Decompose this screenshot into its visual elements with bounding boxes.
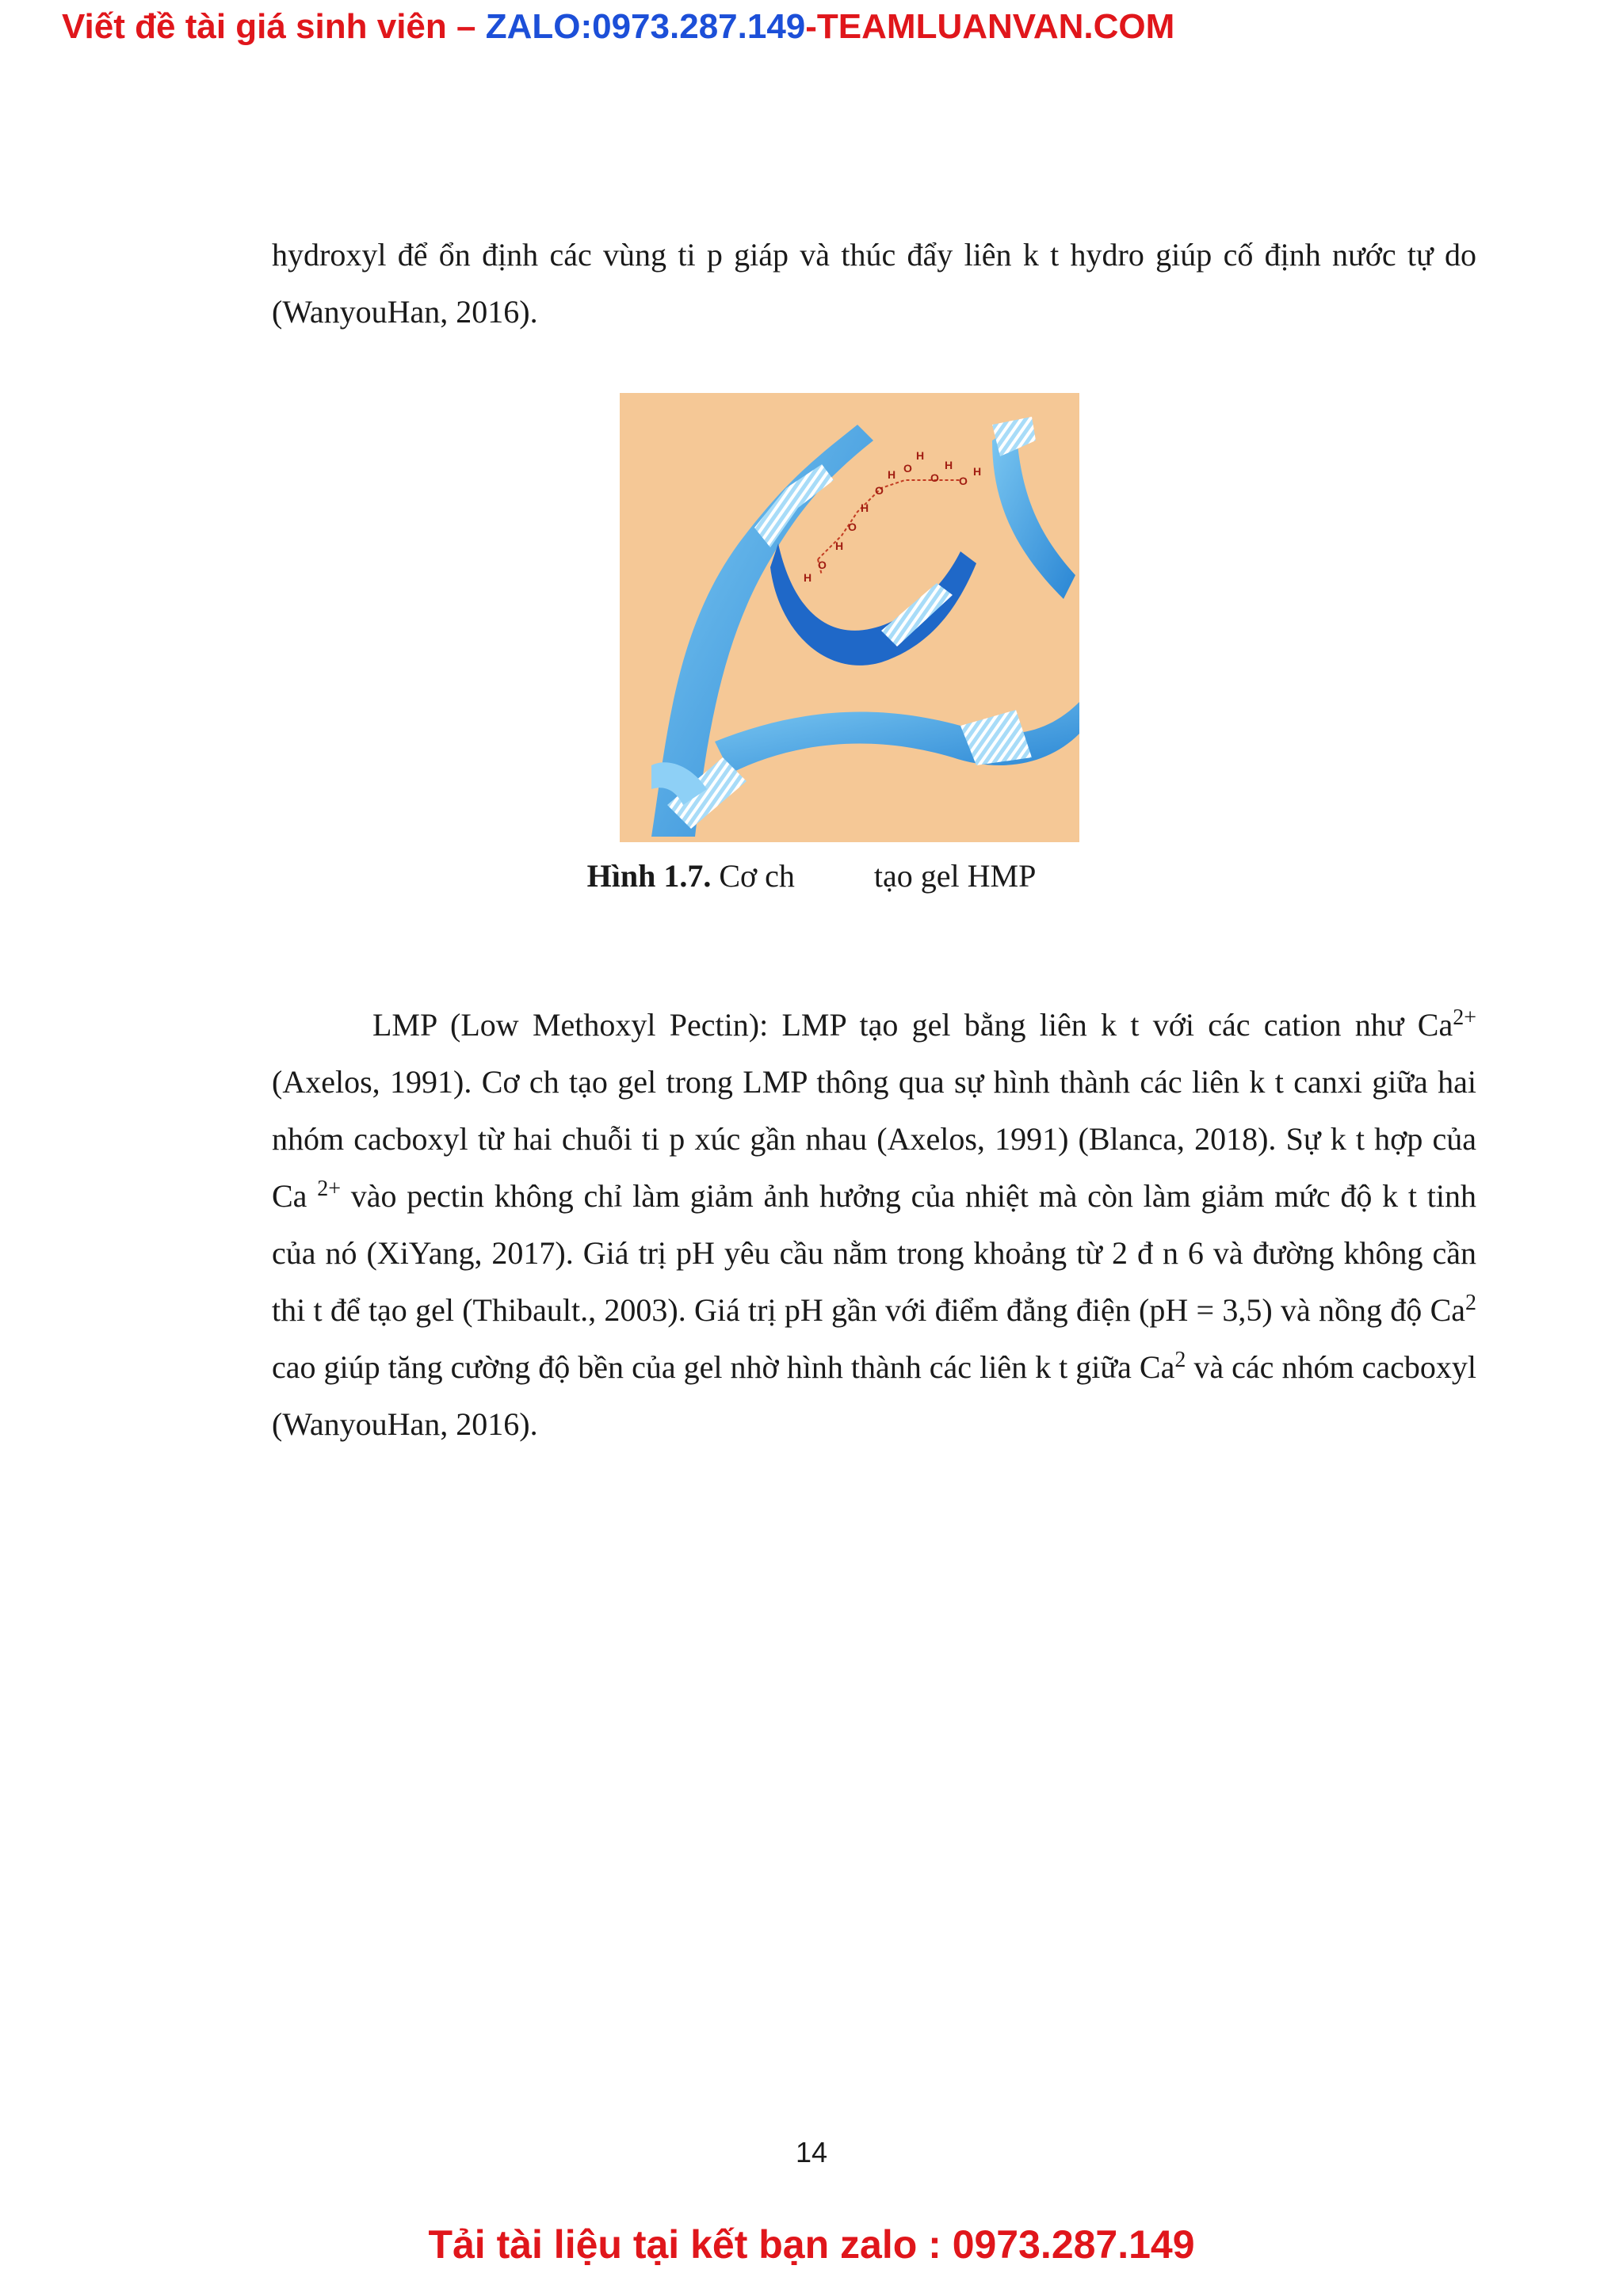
molecule-label: H [835, 540, 844, 552]
lmp-text-3: vào pectin không chỉ làm giảm ảnh hưởng của nhiệt mà còn làm giảm mức độ k t tinh của nó (XiYang, 2017). Giá trị pH yêu cầu nằm trong khoảng từ 2 đ n 6 và đường không cần thi t để tạo gel (Thibault., 2003). Giá trị pH gần với điểm đẳng điện (pH = 3,5) và nồng độ Ca [272, 1178, 1477, 1328]
molecule-label: O [848, 521, 857, 533]
lmp-text-5: và các nhóm cacboxyl (WanyouHan, 2016). [272, 1349, 1476, 1442]
page-number: 14 [795, 2136, 828, 2168]
molecule-label: H [861, 502, 869, 514]
intro-paragraph: hydroxyl để ổn định các vùng ti p giáp và thúc đẩy liên k t hydro giúp cố định nước tự do (WanyouHan, 2016). [272, 237, 1476, 330]
header-zalo-link[interactable]: ZALO:0973.287.149 [485, 7, 806, 46]
header-banner [62, 2, 1174, 52]
hmp-gel-illustration [620, 393, 1079, 842]
molecule-label: O [930, 471, 939, 484]
superscript: 2+ [317, 1177, 341, 1201]
footer-banner[interactable]: Tải tài liệu tại kết bạn zalo : 0973.287.149 [428, 2222, 1195, 2267]
caption-number: Hình 1.7. [586, 858, 712, 894]
header-text-red: Viết đề tài giá sinh viên – [62, 7, 486, 46]
molecule-label: H [804, 571, 812, 584]
superscript: 2 [1174, 1348, 1186, 1372]
figure-hmp-gel [620, 393, 1079, 842]
lmp-paragraph [272, 997, 1476, 1453]
superscript: 2 [1465, 1291, 1476, 1315]
caption-text: Cơ ch tạo gel HMP [711, 858, 1037, 894]
molecule-label: H [973, 465, 982, 478]
superscript: 2+ [1453, 1005, 1476, 1030]
molecule-label: H [945, 459, 953, 471]
lmp-text-2: (Axelos, 1991). Cơ ch tạo gel trong LMP thông qua sự hình thành các liên k t canxi giữa hai nhóm cacboxyl từ hai chuỗi ti p xúc gần nhau (Axelos, 1991) (Blanca, 2018). Sự k t hợp của Ca [272, 1064, 1476, 1214]
lmp-text-1: LMP (Low Methoxyl Pectin): LMP tạo gel bằng liên k t với các cation như Ca [372, 1007, 1453, 1043]
figure-caption [0, 854, 1623, 898]
molecule-label: O [959, 475, 968, 487]
molecule-label: O [903, 462, 912, 475]
molecule-label: O [875, 484, 884, 497]
molecule-label: O [818, 559, 827, 571]
header-site-link[interactable]: -TEAMLUANVAN.COM [805, 7, 1175, 46]
molecule-label: H [916, 449, 925, 462]
lmp-text-4: cao giúp tăng cường độ bền của gel nhờ hình thành các liên k t giữa Ca [272, 1349, 1175, 1385]
molecule-label: H [888, 468, 896, 481]
